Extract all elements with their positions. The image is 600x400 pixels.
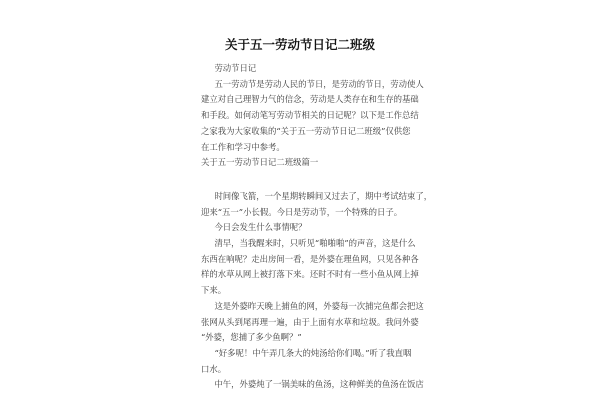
section-title: 关于五一劳动节日记二班级篇一 bbox=[201, 157, 319, 168]
paragraph-line: 东西在响呢？走出房间一看，是外婆在理鱼网，只见各种各 bbox=[201, 253, 419, 264]
paragraph-line: 中午，外婆炖了一锅美味的鱼汤，这种鲜美的鱼汤在饭店 bbox=[214, 379, 424, 390]
document-body bbox=[201, 61, 433, 393]
intro-line: 之家我为大家收集的“关于五一劳动节日记二班级”仅供您 bbox=[201, 125, 411, 136]
paragraph-line: “好多呢！中午弄几条大的炖汤给你们喝。”听了我直咽 bbox=[214, 347, 412, 358]
paragraph-line: 时间像飞箭，一个星期转瞬间又过去了，期中考试结束了， bbox=[214, 190, 433, 201]
paragraph-line: 张网从头到尾再理一遍，由于上面有水草和垃圾。我问外婆 bbox=[201, 316, 419, 327]
paragraph-line: 样的水草从网上被打落下来。还时不时有一些小鱼从网上掉 bbox=[201, 269, 419, 280]
paragraph-line: “外婆，您捕了多少鱼啊？” bbox=[201, 332, 302, 343]
paragraph-line: 迎来“五一”小长假。今日是劳动节，一个特殊的日子。 bbox=[201, 206, 403, 217]
document-title: 关于五一劳动节日记二班级 bbox=[224, 37, 375, 52]
paragraph-line: 这是外婆昨天晚上捕鱼的网，外婆每一次捕完鱼都会把这 bbox=[214, 300, 424, 311]
intro-line: 和手段。如何动笔写劳动节相关的日记呢？以下是工作总结 bbox=[201, 110, 419, 121]
paragraph-line: 清早，当我醒来时，只听见“啪啪啪”的声音，这是什么 bbox=[214, 238, 416, 249]
paragraph-gap bbox=[201, 171, 406, 189]
paragraph-line: 口水。 bbox=[201, 363, 227, 374]
intro-line: 建立对自己理智力气的信念，劳动是人类存在和生存的基础 bbox=[201, 94, 419, 105]
paragraph-line: 今日会发生什么事情呢？ bbox=[214, 222, 307, 233]
paragraph-line: 下来。 bbox=[201, 285, 227, 296]
intro-line: 在工作和学习中参考。 bbox=[201, 141, 285, 152]
intro-line: 五一劳动节是劳动人民的节日，是劳动的节日，劳动使人 bbox=[214, 78, 424, 89]
subheading: 劳动节日记 bbox=[214, 63, 257, 73]
